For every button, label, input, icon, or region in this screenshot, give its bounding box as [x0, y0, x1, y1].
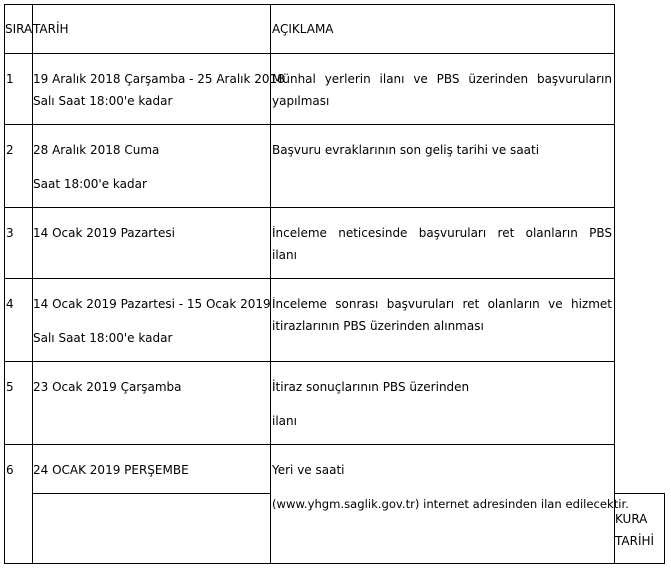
row-3-aciklama-line2: ilanı [272, 248, 297, 262]
row-5-tarih-line1: 23 Ocak 2019 Çarşamba [33, 380, 182, 394]
row-1-aciklama-line1: Münhal yerlerin ilanı ve PBS üzerinden başvuruların [272, 72, 612, 86]
kura-label-line2: TARİHİ [615, 534, 655, 548]
row-4-aciklama-line1: İnceleme sonrası başvuruları ret olanların ve hizmet [272, 297, 612, 311]
table-border-right [614, 4, 615, 564]
row-divider [4, 444, 614, 445]
row-2-tarih-line1: 28 Aralık 2018 Cuma [33, 143, 160, 157]
row-4-sira: 4 [6, 297, 14, 311]
row-2-aciklama-line1: Başvuru evraklarının son geliş tarihi ve saati [272, 143, 540, 157]
row-divider [4, 53, 614, 54]
row-divider [4, 124, 614, 125]
row-5-sira: 5 [6, 380, 14, 394]
row-5-aciklama-line2: ilanı [272, 414, 297, 428]
table-border-top [4, 4, 614, 5]
column-divider [270, 4, 271, 564]
header-sira: SIRA [5, 22, 33, 36]
row-1-aciklama-line2: yapılması [272, 94, 330, 108]
row-divider [4, 278, 614, 279]
row-1-sira: 1 [6, 72, 14, 86]
row-divider-tarih [32, 493, 270, 494]
row-4-tarih-line2: Salı Saat 18:00'e kadar [33, 331, 173, 345]
kura-label-line1: KURA [615, 512, 648, 526]
row-4-tarih-line1: 14 Ocak 2019 Pazartesi - 15 Ocak 2019 [33, 297, 271, 311]
column-divider [32, 4, 33, 564]
row-4-aciklama-line2: itirazlarının PBS üzerinden alınması [272, 319, 484, 333]
row-6-sira: 6 [6, 463, 14, 477]
row-1-tarih-line1: 19 Aralık 2018 Çarşamba - 25 Aralık 2018 [33, 72, 285, 86]
row-6-tarih-line1: 24 OCAK 2019 PERŞEMBE [33, 463, 189, 477]
row-3-aciklama-line1: İnceleme neticesinde başvuruları ret olanların PBS [272, 226, 612, 240]
header-aciklama: AÇIKLAMA [272, 22, 334, 36]
kura-box-top [614, 493, 665, 494]
row-3-sira: 3 [6, 226, 14, 240]
table-border-left [4, 4, 5, 564]
row-5-aciklama-line1: İtiraz sonuçlarının PBS üzerinden [272, 380, 470, 394]
row-divider [4, 207, 614, 208]
header-tarih: TARİH [33, 22, 69, 36]
row-6-aciklama-line2: (www.yhgm.saglik.gov.tr) internet adresinden ilan edilecektir. [272, 497, 629, 511]
row-3-tarih-line1: 14 Ocak 2019 Pazartesi [33, 226, 175, 240]
row-6-aciklama-line1: Yeri ve saati [272, 463, 345, 477]
row-1-tarih-line2: Salı Saat 18:00'e kadar [33, 94, 173, 108]
kura-box-right [664, 493, 665, 564]
row-2-tarih-line2: Saat 18:00'e kadar [33, 177, 147, 191]
row-2-sira: 2 [6, 143, 14, 157]
table-border-bottom [4, 563, 665, 564]
row-divider [4, 361, 614, 362]
